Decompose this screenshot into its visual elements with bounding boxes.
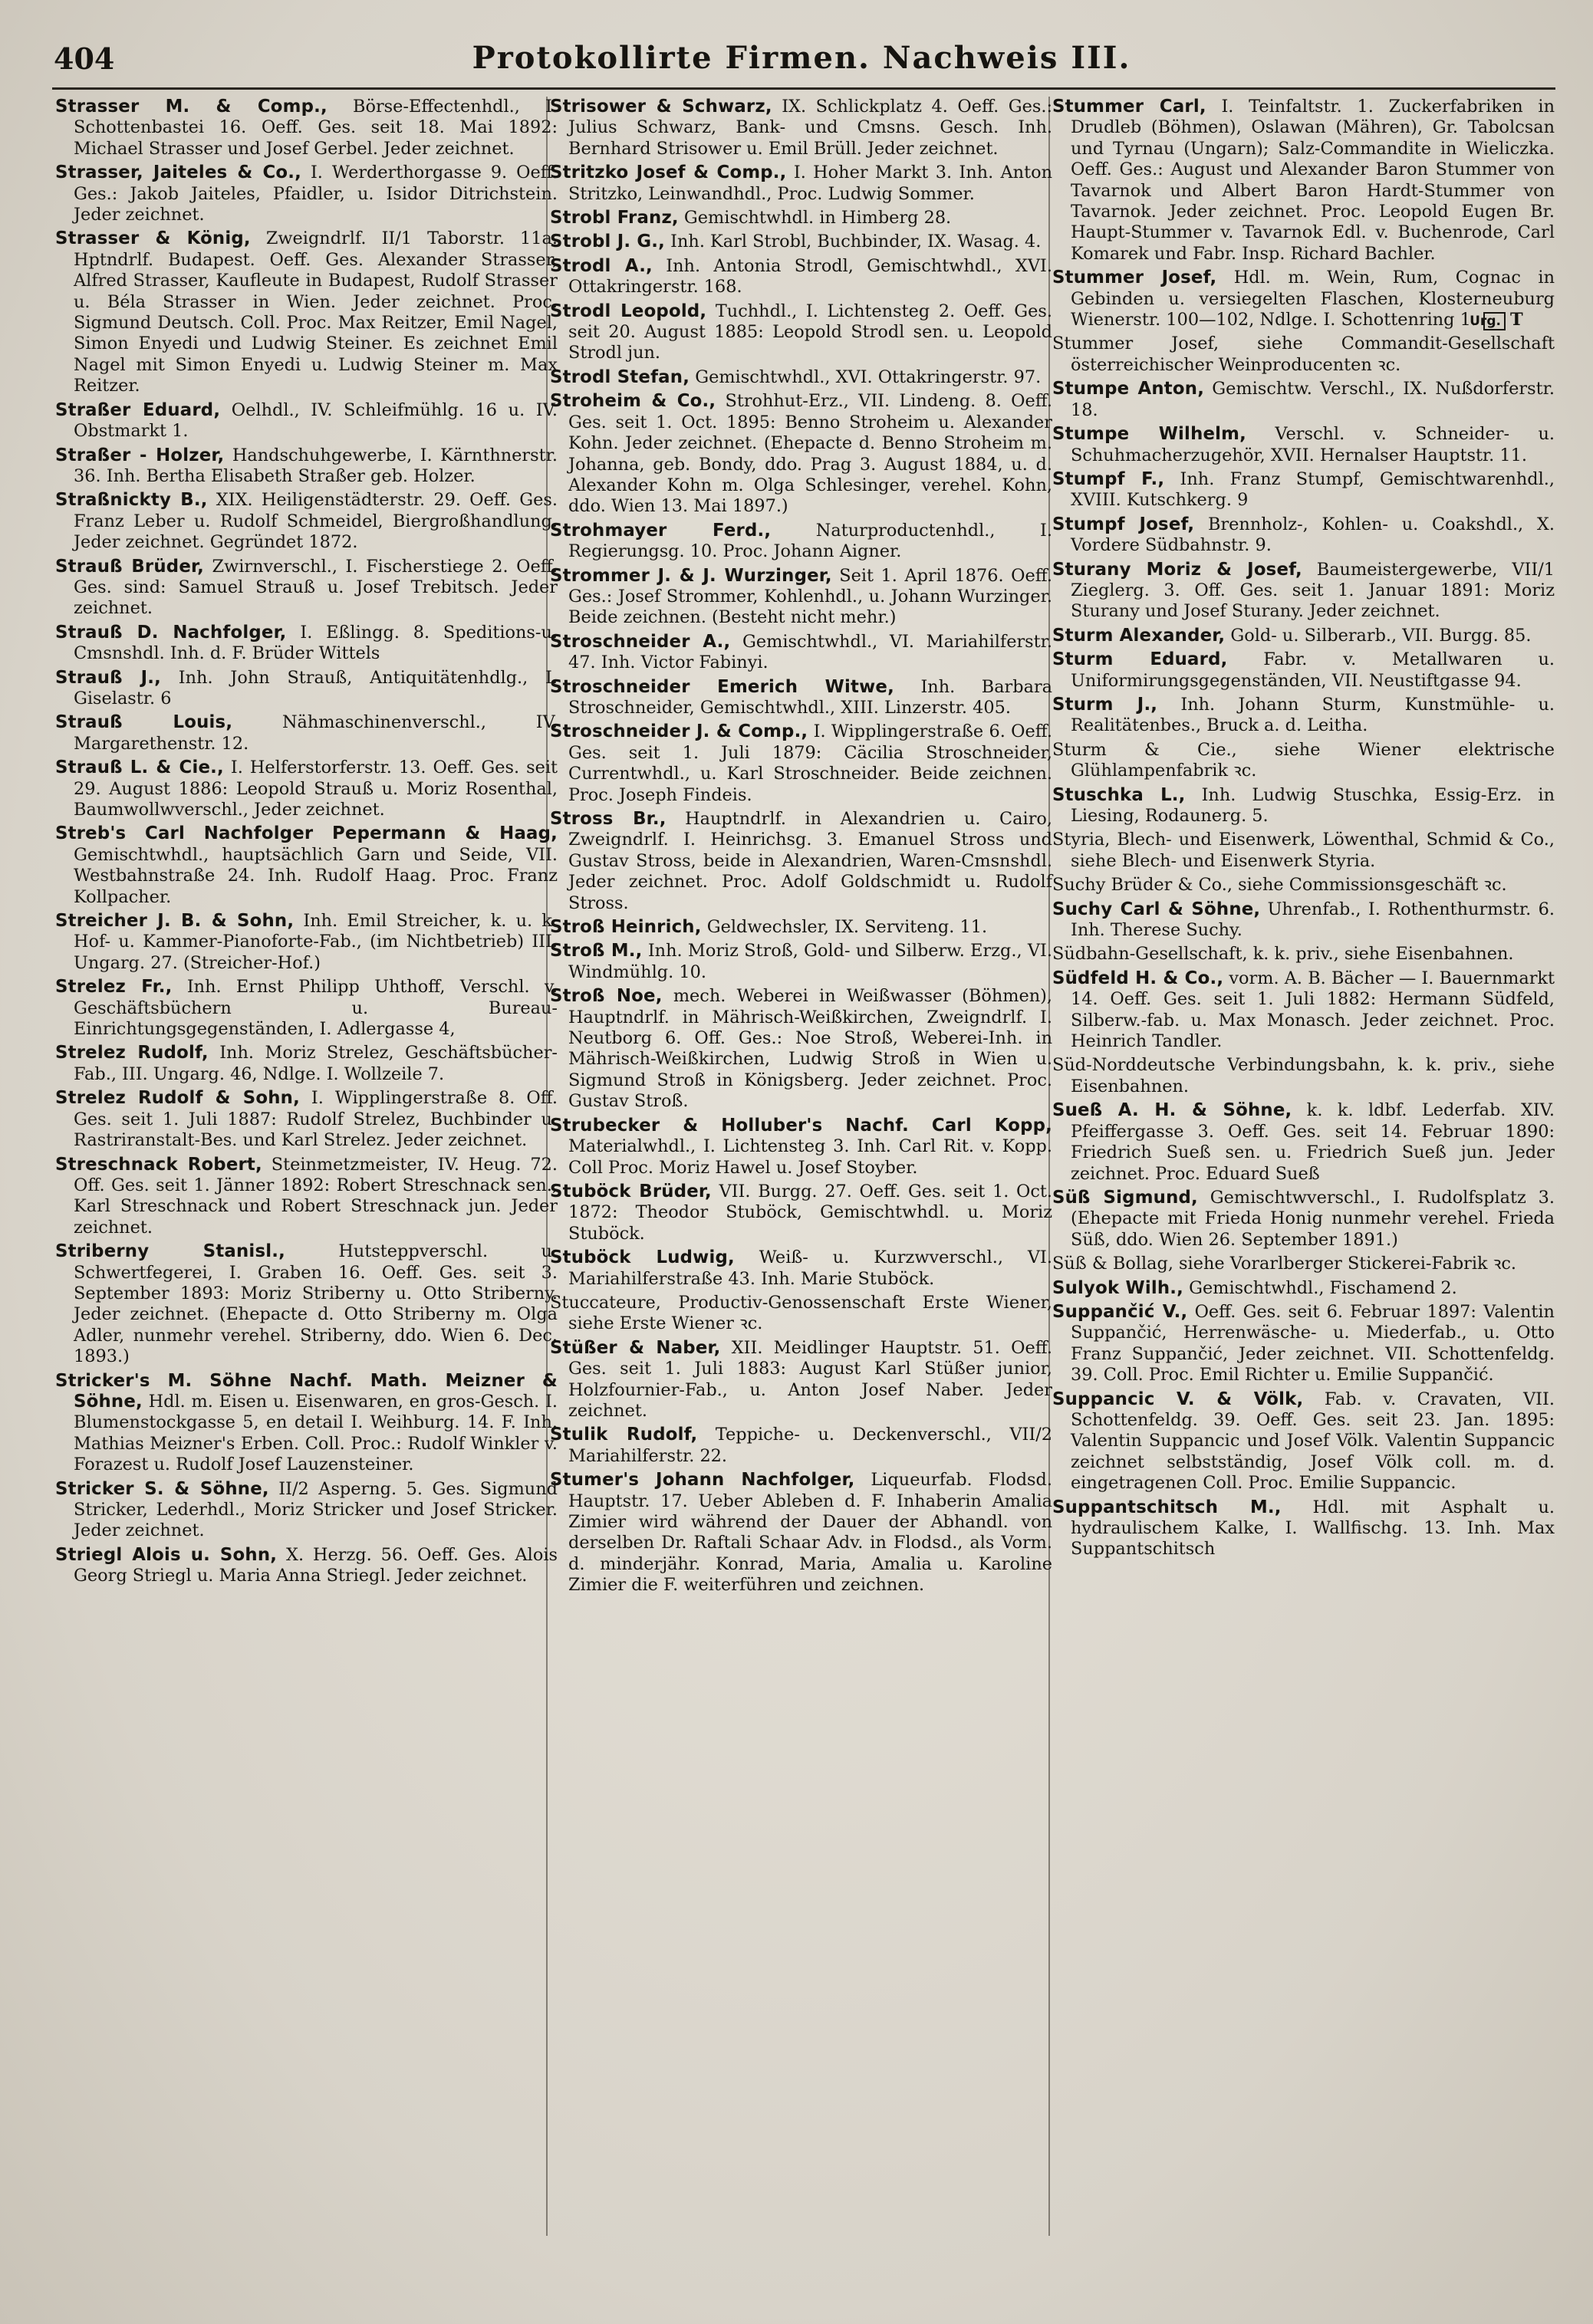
- column-2: [550, 97, 1052, 1599]
- firm-name: Sturm Alexander,: [1052, 625, 1226, 646]
- firm-name: Striegl Alois u. Sohn,: [55, 1544, 278, 1565]
- firm-name: Stuböck Ludwig,: [550, 1247, 735, 1268]
- firm-name: Stumpf F.,: [1052, 468, 1165, 489]
- firm-details: Inh. Barbara Stroschneider, Gemischtwhdl., XIII. Linzerstr. 405.: [568, 676, 1052, 718]
- firm-name: Stumpe Anton,: [1052, 379, 1205, 399]
- firm-details: Inh. Antonia Strodl, Gemischtwhdl., XVI. Ottakringerstr. 168.: [568, 255, 1052, 297]
- directory-entry: [1052, 695, 1555, 737]
- firm-name: Strisower & Schwarz,: [550, 97, 772, 117]
- directory-entry: [550, 986, 1052, 1112]
- directory-entry: [55, 1545, 558, 1587]
- firm-details: Styria, Blech- und Eisenwerk, Löwenthal, Schmid & Co., siehe Blech- und Eisenwerk Styria.: [1052, 830, 1555, 871]
- firm-details: Strohhut-Erz., VII. Lindeng. 8. Oeff. Ges. seit 1. Oct. 1895: Benno Stroheim u. Alexander Kohn. Jeder zeichnet. (Ehepacte d. Benno Stroheim m. Johanna, geb. Bondy, ddo. Prag 3. August 1884, u. d. Alexander Kohn m. Olga Schlesinger, verehel. Kohn, ddo. Wien 13. Mai 1897.): [568, 391, 1052, 517]
- firm-name: Strobl J. G.,: [550, 232, 666, 252]
- firm-name: Süß Sigmund,: [1052, 1187, 1198, 1208]
- directory-entry: [1052, 1055, 1555, 1097]
- directory-entry: [550, 367, 1052, 388]
- firm-name: Strauß L. & Cie.,: [55, 758, 224, 778]
- firm-details: Materialwhdl., I. Lichtensteg 3. Inh. Carl Rit. v. Kopp. Coll Proc. Moriz Hawel u. Josef Stoyber.: [568, 1136, 1052, 1178]
- firm-details: I. Wipplingerstraße 6. Oeff. Ges. seit 1. Juli 1879: Cäcilia Stroschneider, Currentwhdl., u. Karl Stroschneider. Beide zeichnen. Proc. Joseph Findeis.: [568, 722, 1052, 805]
- firm-name: Stroß M.,: [550, 941, 643, 961]
- directory-entry: [1052, 1254, 1555, 1274]
- directory-entry: [55, 97, 558, 159]
- firm-details: I. Werderthorgasse 9. Oeff. Ges.: Jakob Jaiteles, Pfaidler, u. Isidor Ditrichstein. Jeder zeichnet.: [74, 163, 558, 225]
- registry-badge: Urg.: [1483, 312, 1506, 330]
- firm-details: Teppiche- u. Deckenverschl., VII/2 Mariahilferstr. 22.: [568, 1425, 1052, 1466]
- firm-name: Stroheim & Co.,: [550, 391, 716, 412]
- firm-details: VII. Burgg. 27. Oeff. Ges. seit 1. Oct. 1872: Theodor Stuböck, Gemischtwhdl. u. Moriz Stuböck.: [568, 1181, 1052, 1244]
- firm-details: I. Helferstorferstr. 13. Oeff. Ges. seit 29. August 1886: Leopold Strauß u. Moriz Rosenthal, Baumwollwverschl., Jeder zeichnet.: [74, 758, 558, 820]
- directory-entry: [1052, 875, 1555, 896]
- directory-entry: [550, 1338, 1052, 1422]
- directory-entry: [550, 917, 1052, 938]
- firm-details: I. Hoher Markt 3. Inh. Anton Stritzko, Leinwandhdl., Proc. Ludwig Sommer.: [568, 163, 1052, 204]
- directory-entry: [550, 163, 1052, 205]
- directory-entry: [1052, 97, 1555, 265]
- firm-name: Strobl Franz,: [550, 208, 679, 228]
- directory-entry: [550, 256, 1052, 298]
- firm-name: Südfeld H. & Co.,: [1052, 968, 1224, 988]
- firm-details: I. Eßlingg. 8. Speditions-u. Cmsnshdl. Inh. d. F. Brüder Wittels: [74, 622, 558, 664]
- firm-name: Straßnickty B.,: [55, 490, 208, 511]
- directory-entry: [1052, 1188, 1555, 1251]
- firm-name: Stummer Josef,: [1052, 268, 1217, 288]
- directory-entry: [55, 823, 558, 908]
- firm-details: IX. Schlickplatz 4. Oeff. Ges.: Julius Schwarz, Bank- und Cmsns. Gesch. Inh. Bernhard Strisower u. Emil Brüll. Jeder zeichnet.: [568, 97, 1052, 159]
- firm-details: Fabr. v. Metallwaren u. Uniformirungsgegenständen, VII. Neustiftgasse 94.: [1071, 649, 1555, 691]
- directory-entry: [550, 1425, 1052, 1467]
- firm-details: Inh. Moriz Stroß, Gold- und Silberw. Erzg., VI. Windmühlg. 10.: [568, 941, 1052, 982]
- firm-details: Hdl. m. Eisen u. Eisenwaren, en gros-Gesch. I. Blumenstockgasse 5, en detail I. Weihburg. 14. F. Inh. Mathias Meizner's Erben. Coll. Proc.: Rudolf Winkler v. Forazest u. Rudolf Josef Lauzensteiner.: [74, 1391, 558, 1475]
- firm-details: Geldwechsler, IX. Serviteng. 11.: [706, 917, 988, 938]
- firm-details: Tuchhdl., I. Lichtensteg 2. Oeff. Ges. seit 20. August 1885: Leopold Strodl sen. u. Leopold Strodl jun.: [568, 301, 1053, 363]
- firm-details: mech. Weberei in Weißwasser (Böhmen), Hauptndrlf. in Mährisch-Weißkirchen, Zweigndrlf. I. Neutborg 6. Off. Ges.: Noe Stroß, Weberei-Inh. in Mährisch-Weißkirchen, Ludwig Stroß in Wien u. Sigmund Stroß in Königsberg. Jeder zeichnet. Proc. Gustav Stroß.: [568, 986, 1052, 1112]
- firm-name: Streb's Carl Nachfolger Pepermann & Haag,: [55, 823, 558, 844]
- firm-name: Straßer Eduard,: [55, 399, 221, 420]
- directory-entry: [1052, 649, 1555, 692]
- page-title: Protokollirte Firmen. Nachweis III.: [472, 40, 1131, 76]
- firm-details: I. Wipplingerstraße 8. Off. Ges. seit 1. Juli 1887: Rudolf Strelez, Buchbinder u. Rastriranstalt-Bes. und Karl Strelez. Jeder zeichnet.: [74, 1088, 558, 1151]
- column-3: [1052, 97, 1555, 1563]
- firm-details: Gemischtwhdl., hauptsächlich Garn und Seide, VII. Westbahnstraße 24. Inh. Rudolf Haag. Proc. Franz Kollpacher.: [74, 844, 558, 907]
- firm-name: Suppancic V. & Völk,: [1052, 1389, 1304, 1409]
- firm-name: Stroschneider Emerich Witwe,: [550, 676, 894, 697]
- firm-details: Zwirnverschl., I. Fischerstiege 2. Oeff. Ges. sind: Samuel Strauß u. Josef Trebitsch. Jeder zeichnet.: [74, 556, 558, 619]
- firm-name: Strommer J. & J. Wurzinger,: [550, 565, 832, 586]
- firm-name: Stulik Rudolf,: [550, 1425, 698, 1445]
- firm-name: Suppantschitsch M.,: [1052, 1497, 1282, 1517]
- directory-entry: [55, 758, 558, 820]
- firm-details: Suchy Brüder & Co., siehe Commissionsgeschäft ꝛc.: [1052, 875, 1507, 896]
- firm-name: Strauß D. Nachfolger,: [55, 622, 287, 643]
- firm-details: Hdl. m. Wein, Rum, Cognac in Gebinden u. versiegelten Flaschen, Klosterneuburg Wienerstr. 100—102, Ndlge. I. Schottenring 1.: [1071, 268, 1555, 330]
- directory-entry: [550, 1293, 1052, 1335]
- page-header: [54, 35, 1549, 81]
- firm-name: Sturany Moriz & Josef,: [1052, 559, 1302, 580]
- firm-name: Straßer - Holzer,: [55, 445, 225, 465]
- firm-details: Sturm & Cie., siehe Wiener elektrische Glühlampenfabrik ꝛc.: [1052, 739, 1555, 781]
- directory-entry: [550, 1470, 1052, 1596]
- firm-name: Strasser, Jaiteles & Co.,: [55, 163, 301, 183]
- firm-name: Stricker's M. Söhne Nachf. Math. Meizner & Söhne,: [55, 1370, 558, 1412]
- directory-entry: [1052, 469, 1555, 511]
- firm-details: Naturproductenhdl., I. Regierungsg. 10. Proc. Johann Aigner.: [568, 520, 1052, 562]
- directory-entry: [1052, 379, 1555, 421]
- firm-details: k. k. ldbf. Lederfab. XIV. Pfeiffergasse 3. Oeff. Ges. seit 14. Februar 1890: Friedrich Sueß sen. u. Friedrich Sueß jun. Jeder zeichnet. Proc. Eduard Sueß: [1071, 1100, 1555, 1184]
- firm-details: Inh. John Strauß, Antiquitätenhdlg., I. Giselastr. 6: [74, 667, 558, 708]
- firm-details: II/2 Asperng. 5. Ges. Sigmund Stricker, Lederhdl., Moriz Stricker und Josef Stricker. Jeder zeichnet.: [74, 1478, 558, 1541]
- firm-details: Oelhdl., IV. Schleifmühlg. 16 u. IV. Obstmarkt 1.: [74, 399, 558, 442]
- firm-details: Gemischtwhdl., Fischamend 2.: [1189, 1277, 1457, 1298]
- firm-details: XIX. Heiligenstädterstr. 29. Oeff. Ges. Franz Leber u. Rudolf Schmeidel, Biergroßhandlung. Jeder zeichnet. Gegründet 1872.: [74, 490, 558, 553]
- firm-details: Baumeistergewerbe, VII/1 Zieglerg. 3. Off. Ges. seit 1. Januar 1891: Moriz Sturany und Josef Sturany. Jeder zeichnet.: [1071, 559, 1555, 622]
- firm-details: Gemischtwverschl., I. Rudolfsplatz 3. (Ehepacte mit Frieda Honig nunmehr verehel. Frieda Süß, ddo. Wien 26. September 1891.): [1071, 1187, 1555, 1250]
- directory-entry: [1052, 1302, 1555, 1386]
- firm-details: Hutsteppverschl. u. Schwertfegerei, I. Graben 16. Oeff. Ges. seit 3. September 1893: Moriz Striberny u. Otto Striberny. Jeder zeichnet. (Ehepacte d. Otto Striberny m. Olga Adler, nunmehr verehel. Striberny, ddo. Wien 6. Dec. 1893.): [74, 1241, 558, 1367]
- directory-entry: [550, 391, 1052, 517]
- firm-name: Stroschneider A.,: [550, 631, 731, 652]
- directory-entry: [55, 557, 558, 620]
- firm-name: Strasser M. & Comp.,: [55, 97, 327, 117]
- firm-details: Gemischtw. Verschl., IX. Nußdorferstr. 18.: [1071, 379, 1555, 420]
- directory-entry: [55, 977, 558, 1040]
- firm-name: Strodl Stefan,: [550, 367, 690, 387]
- firm-name: Stumer's Johann Nachfolger,: [550, 1470, 855, 1491]
- firm-name: Stuböck Brüder,: [550, 1181, 712, 1201]
- firm-name: Suchy Carl & Söhne,: [1052, 899, 1261, 919]
- directory-entry: [55, 1043, 558, 1085]
- firm-name: Strelez Rudolf & Sohn,: [55, 1088, 300, 1109]
- firm-name: Strauß J.,: [55, 667, 161, 688]
- directory-entry: [550, 97, 1052, 159]
- firm-details: Liqueurfab. Flodsd. Hauptstr. 17. Ueber Ableben d. F. Inhaberin Amalia Zimier wird während der Dauer der Abhandl. von derselben Dr. Raftali Schaar Adv. in Flodsd., als Vorm. d. minderjähr. Konrad, Maria, Amalia u. Karoline Zimier die F. weiterführen und zeichnen.: [568, 1470, 1052, 1596]
- directory-entry: [550, 521, 1052, 563]
- firm-details: Nähmaschinenverschl., IV. Margarethenstr. 12.: [74, 712, 558, 754]
- firm-name: Stricker S. & Söhne,: [55, 1478, 269, 1499]
- firm-details: Gold- u. Silberarb., VII. Burgg. 85.: [1230, 625, 1532, 646]
- firm-details: Süd-Norddeutsche Verbindungsbahn, k. k. priv., siehe Eisenbahnen.: [1052, 1055, 1555, 1096]
- firm-name: Stuschka L.,: [1052, 784, 1186, 805]
- directory-entry: [55, 1479, 558, 1542]
- firm-name: Strodl Leopold,: [550, 301, 707, 321]
- firm-details: Inh. Moriz Strelez, Geschäftsbücher-Fab., III. Ungarg. 46, Ndlge. I. Wollzeile 7.: [74, 1043, 558, 1084]
- firm-details: Steinmetzmeister, IV. Heug. 72. Off. Ges. seit 1. Jänner 1892: Robert Streschnack sen., Karl Streschnack und Robert Streschnack jun. Jeder zeichnet.: [74, 1154, 558, 1238]
- telephone-mark: T: [1509, 310, 1523, 330]
- firm-name: Sueß A. H. & Söhne,: [1052, 1100, 1292, 1121]
- firm-details: X. Herzg. 56. Oeff. Ges. Alois Georg Striegl u. Maria Anna Striegl. Jeder zeichnet.: [74, 1544, 558, 1586]
- firm-name: Strelez Rudolf,: [55, 1043, 209, 1063]
- firm-name: Stüßer & Naber,: [550, 1337, 721, 1358]
- firm-name: Strodl A.,: [550, 255, 653, 276]
- firm-details: Gemischtwhdl. in Himberg 28.: [683, 208, 952, 228]
- directory-entry: [55, 712, 558, 754]
- firm-name: Striberny Stanisl.,: [55, 1241, 285, 1262]
- column-1: [55, 97, 558, 1590]
- directory-entry: [1052, 268, 1555, 330]
- firm-details: Südbahn-Gesellschaft, k. k. priv., siehe Eisenbahnen.: [1052, 944, 1514, 965]
- firm-details: Handschuhgewerbe, I. Kärnthnerstr. 36. Inh. Bertha Elisabeth Straßer geb. Holzer.: [74, 445, 558, 486]
- directory-entry: [55, 623, 558, 665]
- firm-details: XII. Meidlinger Hauptstr. 51. Oeff. Ges. seit 1. Juli 1883: August Karl Stüßer junior, Holzfournier-Fab., u. Anton Josef Naber. Jeder zeichnet.: [568, 1337, 1052, 1421]
- directory-entry: [1052, 334, 1555, 376]
- directory-entry: [1052, 944, 1555, 965]
- directory-entry: [1052, 899, 1555, 942]
- firm-details: Inh. Ernst Philipp Uhthoff, Verschl. v. Geschäftsbüchern u. Bureau-Einrichtungsgegenständen, I. Adlergasse 4,: [74, 977, 558, 1040]
- firm-details: vorm. A. B. Bächer — I. Bauernmarkt 14. Oeff. Ges. seit 1. Juli 1882: Hermann Südfeld, Silberw.-fab. u. Max Monasch. Jeder zeichnet. Proc. Heinrich Tandler.: [1071, 968, 1555, 1052]
- directory-entry: [550, 1182, 1052, 1244]
- directory-entry: [550, 301, 1052, 364]
- directory-entry: [550, 941, 1052, 983]
- directory-entry: [550, 1116, 1052, 1178]
- directory-entry: [55, 1371, 558, 1476]
- directory-entry: [1052, 830, 1555, 872]
- firm-name: Stritzko Josef & Comp.,: [550, 163, 787, 183]
- directory-entry: [55, 228, 558, 396]
- directory-entry: [550, 232, 1052, 252]
- firm-details: Hauptndrlf. in Alexandrien u. Cairo, Zweigndrlf. I. Heinrichsg. 3. Emanuel Stross und Gustav Stross, beide in Alexandrien, Waren-Cmsnshdl. Jeder zeichnet. Proc. Adolf Goldschmidt u. Rudolf Stross.: [568, 809, 1052, 913]
- firm-details: Oeff. Ges. seit 6. Februar 1897: Valentin Suppančić, Herrenwäsche- u. Miederfab., u. Otto Franz Suppančić, Jeder zeichnet. VII. Schottenfeldg. 39. Coll. Proc. Emil Richter u. Emilie Suppančić.: [1071, 1301, 1555, 1386]
- directory-entry: [550, 208, 1052, 228]
- firm-details: Gemischtwhdl., XVI. Ottakringerstr. 97.: [695, 367, 1042, 387]
- firm-name: Streicher J. B. & Sohn,: [55, 911, 295, 932]
- firm-details: Zweigndrlf. II/1 Taborstr. 11a. Hptndrlf. Budapest. Oeff. Ges. Alexander Strasser, Alfred Strasser, Kaufleute in Budapest, Rudolf Strasser u. Béla Strasser in Wien. Jeder zeichnet. Proc. Sigmund Deutsch. Coll. Proc. Max Reitzer, Emil Nagel, Simon Enyedi und Ludwig Steiner. Es zeichnet Emil Nagel mit Simon Enyedi u. Ludwig Steiner m. Max Reitzer.: [74, 228, 558, 396]
- firm-details: Weiß- u. Kurzwverschl., VI. Mariahilferstraße 43. Inh. Marie Stuböck.: [568, 1247, 1052, 1289]
- directory-entry: [55, 400, 558, 442]
- directory-entry: [550, 722, 1052, 806]
- page-number: 404: [54, 41, 115, 76]
- directory-entry: [55, 911, 558, 974]
- firm-details: Uhrenfab., I. Rothenthurmstr. 6. Inh. Therese Suchy.: [1071, 899, 1555, 941]
- directory-entry: [1052, 740, 1555, 782]
- firm-details: Gemischtwhdl., VI. Mariahilferstr. 47. Inh. Victor Fabinyi.: [568, 631, 1052, 673]
- directory-entry: [550, 632, 1052, 674]
- firm-name: Sturm Eduard,: [1052, 649, 1228, 670]
- firm-name: Stroß Noe,: [550, 986, 663, 1007]
- directory-entry: [1052, 626, 1555, 646]
- firm-name: Sulyok Wilh.,: [1052, 1277, 1184, 1298]
- firm-details: Inh. Ludwig Stuschka, Essig-Erz. in Liesing, Rodaunerg. 5.: [1071, 784, 1555, 826]
- firm-name: Strelez Fr.,: [55, 977, 173, 998]
- firm-name: Suppančić V.,: [1052, 1301, 1188, 1322]
- firm-details: Stuccateure, Productiv-Genossenschaft Erste Wiener, siehe Erste Wiener ꝛc.: [550, 1292, 1052, 1334]
- directory-entry: [55, 490, 558, 553]
- directory-entry: [1052, 424, 1555, 466]
- firm-details: Süß & Bollag, siehe Vorarlberger Stickerei-Fabrik ꝛc.: [1052, 1254, 1517, 1274]
- firm-name: Strohmayer Ferd.,: [550, 520, 772, 541]
- firm-details: Inh. Karl Strobl, Buchbinder, IX. Wasag. 4.: [670, 232, 1042, 252]
- firm-details: I. Teinfaltstr. 1. Zuckerfabriken in Drudleb (Böhmen), Oslawan (Mähren), Gr. Tabolcsan und Tyrnau (Ungarn); Salz-Commandite in Wieliczka. Oeff. Ges.: August und Alexander Baron Stummer von Tavarnok und Albert Baron Hardt-Stummer von Tavarnok. Jeder zeichnet. Proc. Leopold Eugen Br. Haupt-Stummer v. Tavarnok Edl. v. Buchenrode, Carl Komarek und Fabr. Insp. Richard Bachler.: [1071, 97, 1555, 264]
- firm-name: Streschnack Robert,: [55, 1154, 262, 1175]
- directory-entry: [1052, 1497, 1555, 1560]
- directory-entry: [55, 163, 558, 225]
- firm-name: Strauß Louis,: [55, 712, 233, 733]
- directory-entry: [1052, 1389, 1555, 1494]
- firm-details: Inh. Franz Stumpf, Gemischtwarenhdl., XVIII. Kutschkerg. 9: [1071, 468, 1555, 511]
- firm-details: Hdl. mit Asphalt u. hydraulischem Kalke, I. Wallfischg. 13. Inh. Max Suppantschitsch: [1071, 1497, 1555, 1560]
- firm-name: Stumpe Wilhelm,: [1052, 424, 1246, 445]
- firm-name: Stross Br.,: [550, 809, 666, 829]
- directory-entry: [55, 668, 558, 710]
- firm-name: Strasser & König,: [55, 228, 251, 249]
- firm-name: Sturm J.,: [1052, 694, 1158, 715]
- firm-name: Stumpf Josef,: [1052, 514, 1195, 534]
- header-rule: [52, 87, 1555, 90]
- firm-name: Stummer Carl,: [1052, 97, 1206, 117]
- directory-entry: [55, 1241, 558, 1367]
- firm-name: Stroschneider J. & Comp.,: [550, 722, 808, 742]
- directory-entry: [1052, 968, 1555, 1053]
- directory-entry: [1052, 1100, 1555, 1185]
- firm-details: Seit 1. April 1876. Oeff. Ges.: Josef Strommer, Kohlenhdl., u. Johann Wurzinger. Beide zeichnen. (Besteht nicht mehr.): [568, 565, 1052, 628]
- firm-details: Fab. v. Cravaten, VII. Schottenfeldg. 39. Oeff. Ges. seit 23. Jan. 1895: Valentin Suppancic und Josef Völk. Valentin Suppancic zeichnet selbstständig, Josef Völk coll. m. d. eingetragenen Coll. Proc. Emilie Suppancic.: [1071, 1389, 1555, 1494]
- directory-entry: [550, 1247, 1052, 1290]
- firm-details: Stummer Josef, siehe Commandit-Gesellschaft österreichischer Weinproducenten ꝛc.: [1052, 334, 1555, 375]
- directory-entry: [55, 445, 558, 488]
- directory-entry: [55, 1155, 558, 1239]
- directory-entry: [1052, 514, 1555, 557]
- firm-details: Verschl. v. Schneider- u. Schuhmacherzugehör, XVII. Hernalser Hauptstr. 11.: [1071, 424, 1555, 465]
- directory-entry: [550, 566, 1052, 629]
- firm-name: Strauß Brüder,: [55, 556, 204, 577]
- firm-name: Strubecker & Holluber's Nachf. Carl Kopp,: [550, 1115, 1052, 1136]
- directory-entry: [1052, 1278, 1555, 1299]
- firm-details: Inh. Emil Streicher, k. u. k. Hof- u. Kammer-Pianoforte-Fab., (im Nichtbetrieb) III. Ungarg. 27. (Streicher-Hof.): [74, 911, 558, 973]
- directory-entry: [55, 1088, 558, 1151]
- directory-entry: [1052, 560, 1555, 623]
- directory-entry: [550, 677, 1052, 719]
- firm-name: Stroß Heinrich,: [550, 917, 702, 938]
- firm-details: Inh. Johann Sturm, Kunstmühle- u. Realitätenbes., Bruck a. d. Leitha.: [1071, 694, 1555, 736]
- directory-entry: [1052, 785, 1555, 827]
- firm-details: Börse-Effectenhdl., I. Schottenbastei 16. Oeff. Ges. seit 18. Mai 1892: Michael Strasser und Josef Gerbel. Jeder zeichnet.: [74, 97, 558, 159]
- directory-entry: [550, 809, 1052, 914]
- firm-details: Brennholz-, Kohlen- u. Coakshdl., X. Vordere Südbahnstr. 9.: [1071, 514, 1555, 556]
